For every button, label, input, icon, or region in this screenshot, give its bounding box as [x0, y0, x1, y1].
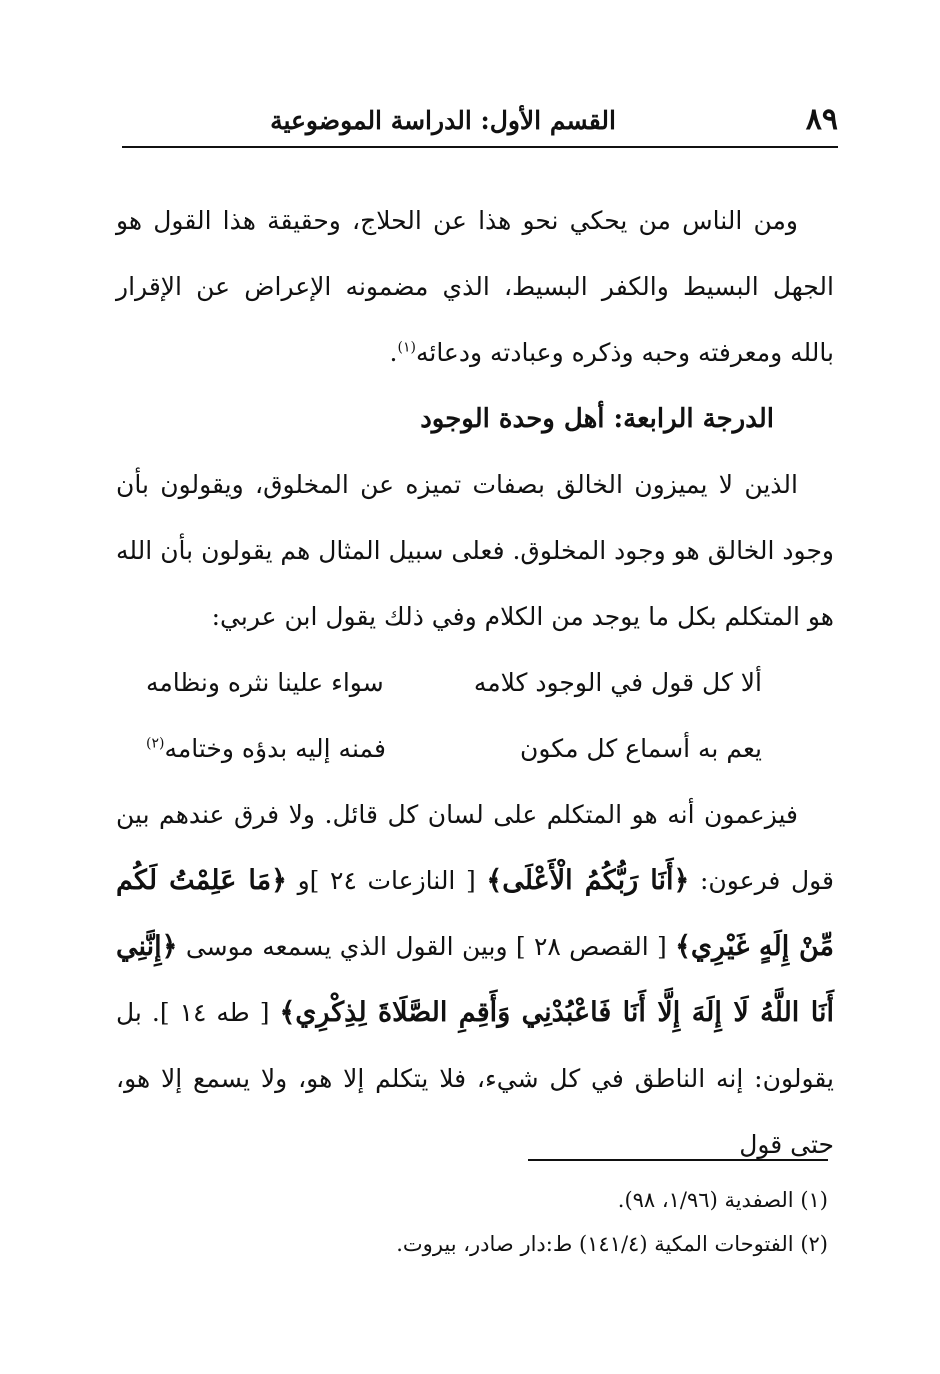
footnotes: [116, 1178, 828, 1266]
verse-1-second-hemistich: سواء علينا نثره ونظامه: [146, 668, 384, 697]
poem-verse-2: [116, 716, 834, 782]
paragraph-1-text: ومن الناس من يحكي نحو هذا عن الحلاج، وحقيقة هذا القول هو الجهل البسيط والكفر البسيط، الذي مضمونه الإعراض عن الإقرار بالله ومعرفته وحبه وذكره وعبادته ودعائه: [116, 206, 834, 367]
quran-quote-2: ﴿مَا عَلِمْتُ لَكُم مِّنْ إِلَهٍ غَيْرِي﴾: [116, 865, 834, 962]
paragraph-3-part-a: فيزعمون أنه هو المتكلم على لسان كل قائل. ولا فرق عندهم بين قول فرعون:: [116, 800, 834, 895]
paragraph-1-end: .: [389, 338, 398, 367]
footnote-ref-1: (١): [397, 339, 416, 356]
paragraph-3: [116, 782, 834, 1178]
running-title: القسم الأول: الدراسة الموضوعية: [270, 106, 616, 135]
quran-quote-3: ﴿إِنَّنِي أَنَا اللَّهُ لَا إِلَهَ إِلَّا أَنَا فَاعْبُدْنِي وَأَقِمِ الصَّلَاةَ لِذِكْرِي﴾: [116, 931, 834, 1028]
footnote-rule: [528, 1159, 828, 1161]
footnote-1: (١) الصفدية (١/٩٦، ٩٨).: [617, 1188, 828, 1212]
page-number: ٨٩: [805, 102, 838, 137]
header-rule: [122, 146, 838, 148]
verse-2-second-hemistich: [146, 716, 422, 782]
footnote-ref-2: (٢): [146, 735, 165, 752]
verse-1-first-hemistich: ألا كل قول في الوجود كلامه: [473, 668, 762, 697]
paragraph-1: [116, 188, 834, 386]
quran-quote-1: ﴿أَنَا رَبُّكُمُ الْأَعْلَى﴾: [486, 865, 690, 896]
verse-2-first-hemistich: يعم به أسماع كل مكون: [520, 734, 762, 763]
verse-2-second-text: فمنه إليه بدؤه وختامه: [164, 734, 386, 763]
poem-verse-1: [116, 650, 834, 716]
paragraph-3-part-c: [ القصص ٢٨ ] وبين القول الذي يسمعه موسى: [177, 932, 676, 961]
body-text: [116, 188, 834, 1178]
section-heading: الدرجة الرابعة: أهل وحدة الوجود: [420, 404, 774, 434]
paragraph-2: الذين لا يميزون الخالق بصفات تميزه عن المخلوق، ويقولون بأن وجود الخالق هو وجود المخلوق. فعلى سبيل المثال هم يقولون بأن الله هو المتكلم بكل ما يوجد من الكلام وفي ذلك يقول ابن عربي:: [116, 470, 834, 631]
paragraph-3-part-b: [ النازعات ٢٤ ]و: [286, 866, 487, 895]
paragraph-3-part-d: [ طه ١٤ ]. بل يقولون: إنه الناطق في كل شيء، فلا يتكلم إلا هو، ولا يسمع إلا هو، حتى قول: [116, 998, 834, 1159]
page-header: [122, 100, 838, 144]
footnote-2: (٢) الفتوحات المكية (١٤١/٤) ط:دار صادر، بيروت.: [396, 1232, 828, 1256]
